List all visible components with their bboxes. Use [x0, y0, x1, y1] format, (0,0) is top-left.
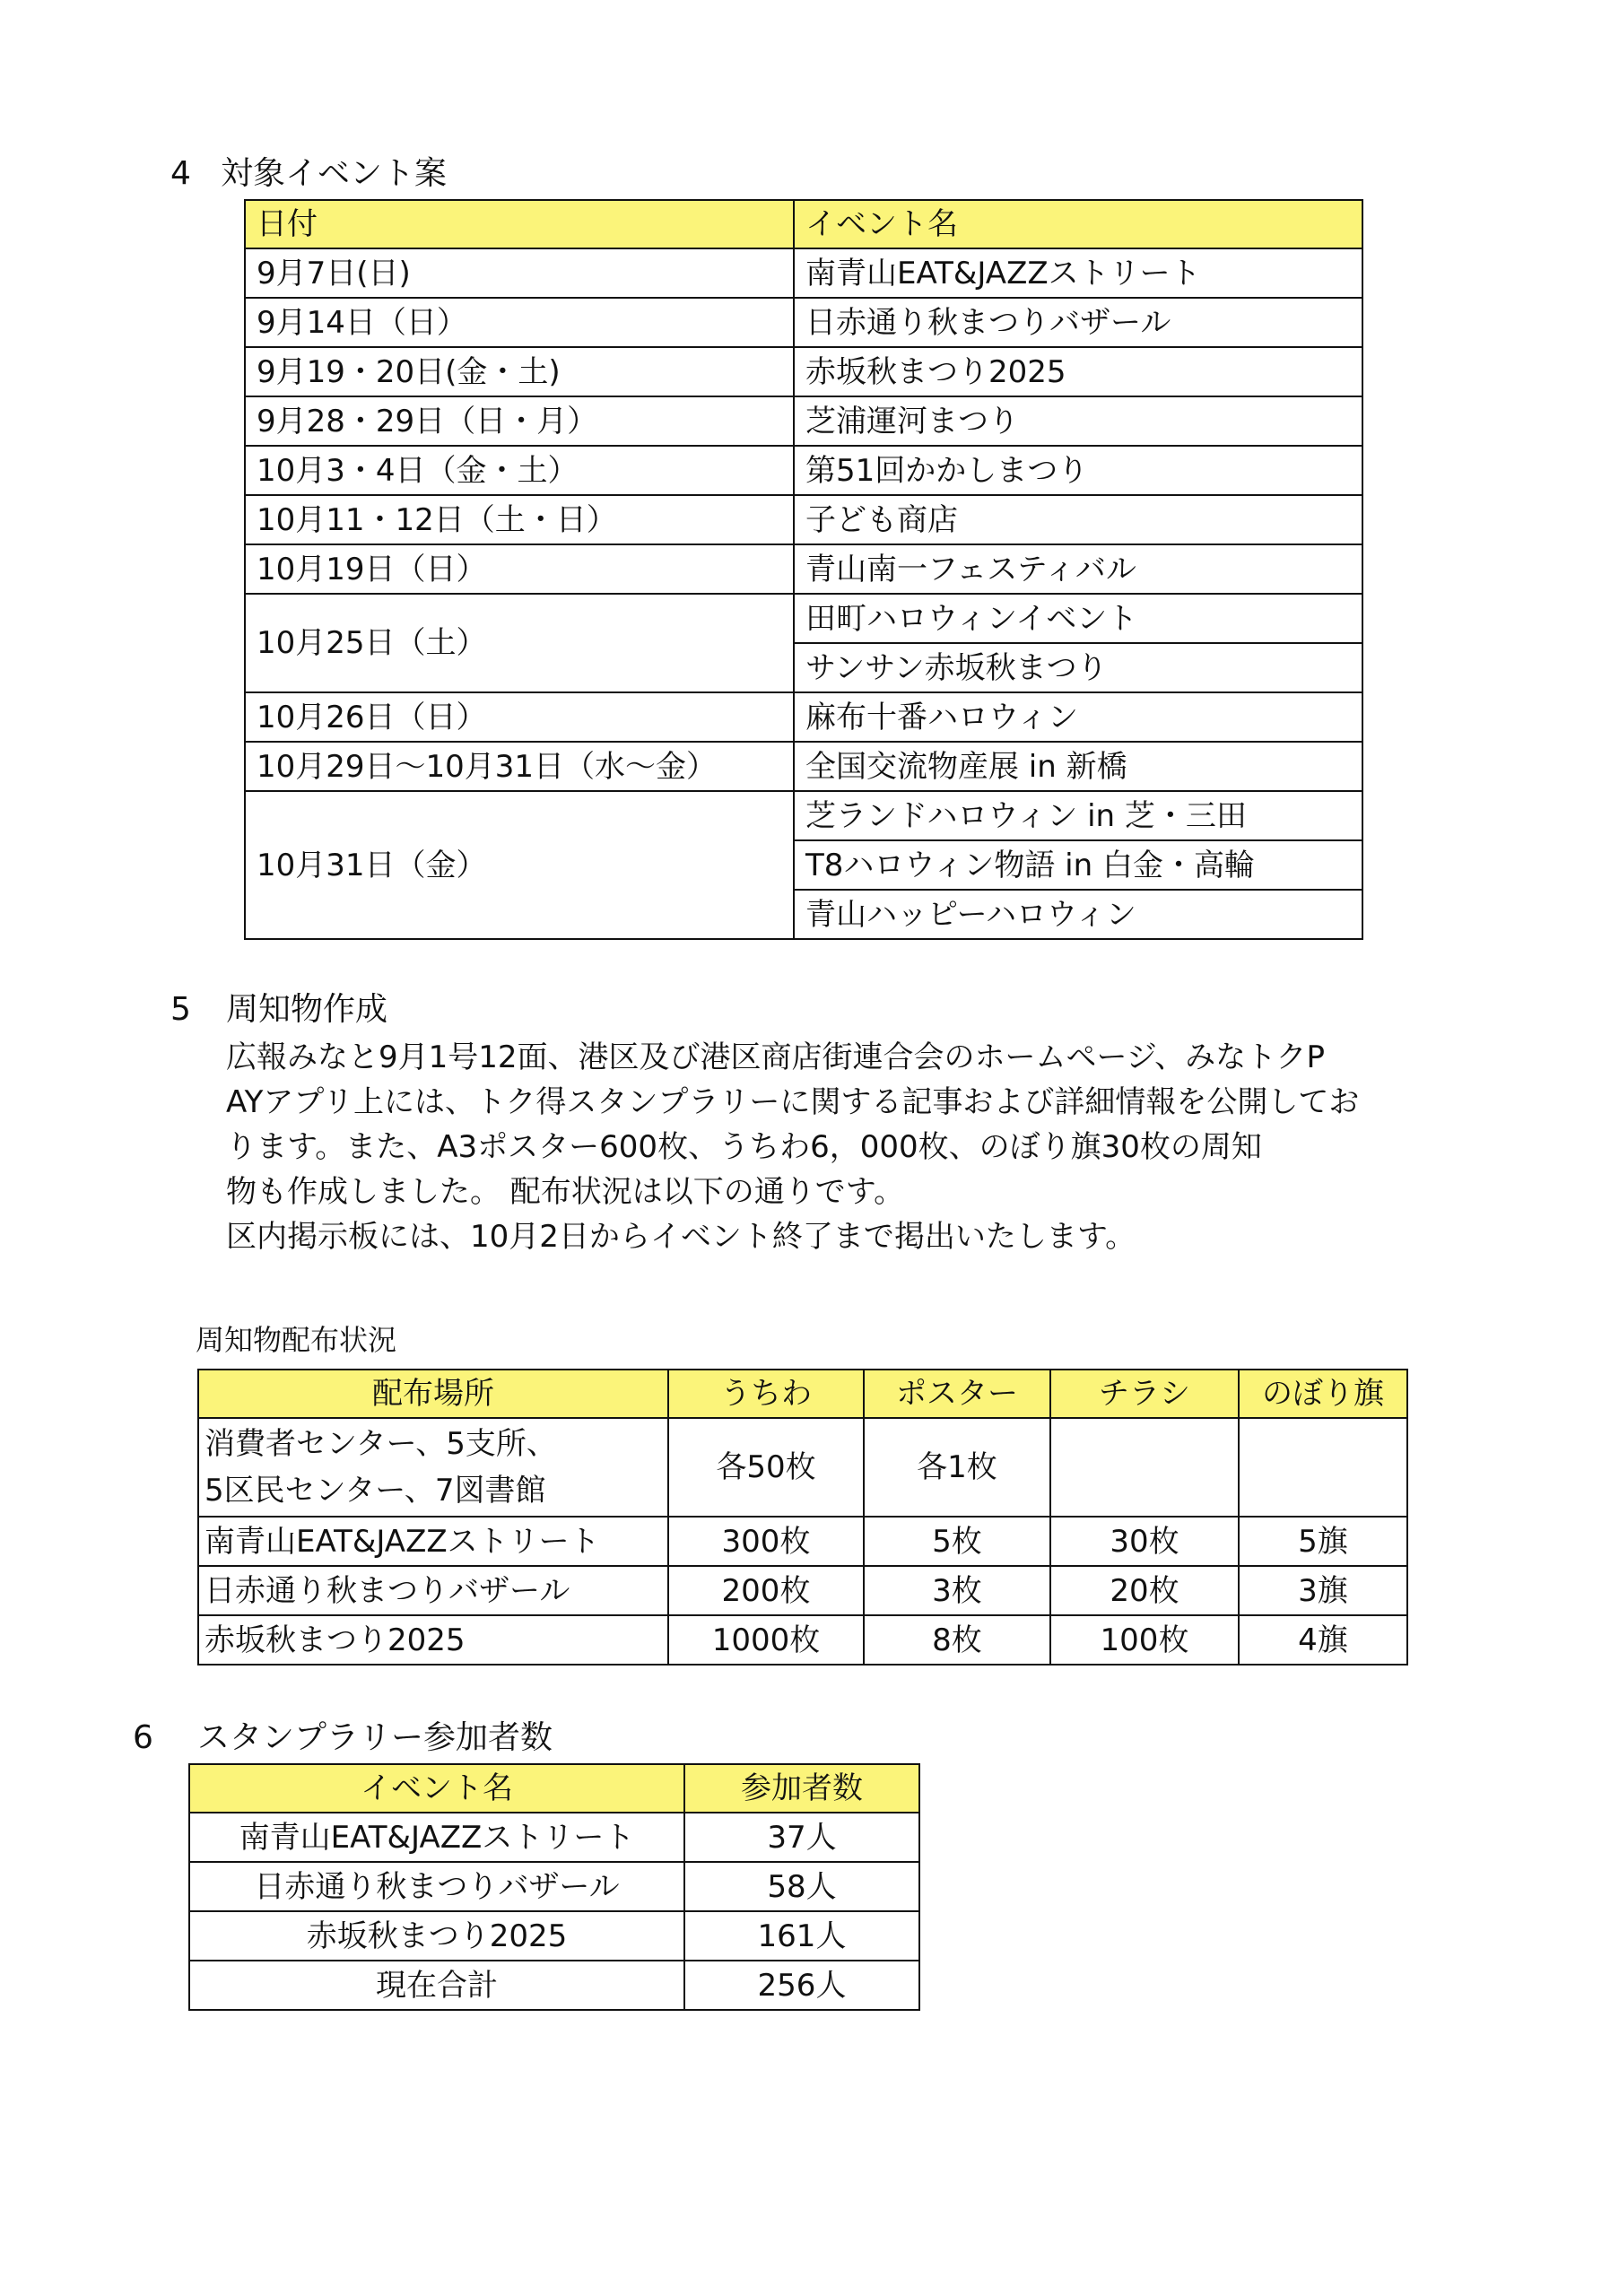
distribution-place: 南青山EAT&JAZZストリート — [198, 1517, 668, 1566]
event-name: 赤坂秋まつり2025 — [794, 347, 1362, 396]
event-table-header-date: 日付 — [245, 200, 794, 248]
event-date: 9月19・20日(金・土) — [245, 347, 794, 396]
table-row — [189, 1862, 919, 1911]
distribution-flag: 4旗 — [1239, 1615, 1407, 1665]
place-line: 消費者センター、5支所、 — [205, 1426, 557, 1462]
event-name: 子ども商店 — [794, 495, 1362, 544]
event-name: 全国交流物産展 in 新橋 — [794, 742, 1362, 791]
table-row — [198, 1517, 1407, 1566]
distribution-uchiwa: 各50枚 — [668, 1418, 864, 1517]
table-row — [245, 791, 1362, 840]
paragraph-line: 広報みなと9月1号12面、港区及び港区商店街連合会のホームページ、みなトクP — [226, 1039, 1325, 1075]
distribution-header-uchiwa: うちわ — [668, 1370, 864, 1418]
table-row — [245, 446, 1362, 495]
section-number: 4 — [170, 155, 191, 192]
event-date: 9月7日(日) — [245, 248, 794, 298]
distribution-flag: 3旗 — [1239, 1566, 1407, 1615]
table-row — [245, 495, 1362, 544]
participants-event: 日赤通り秋まつりバザール — [189, 1862, 684, 1911]
section-title: 周知物作成 — [226, 991, 388, 1028]
participants-event: 南青山EAT&JAZZストリート — [189, 1813, 684, 1862]
event-date: 10月26日（日） — [245, 692, 794, 742]
event-name: 芝ランドハロウィン in 芝・三田 — [794, 791, 1362, 840]
distribution-uchiwa: 1000枚 — [668, 1615, 864, 1665]
table-row — [189, 1961, 919, 2010]
event-name: 南青山EAT&JAZZストリート — [794, 248, 1362, 298]
event-table-header-name: イベント名 — [794, 200, 1362, 248]
event-table — [244, 199, 1363, 940]
table-row — [245, 692, 1362, 742]
event-date: 9月28・29日（日・月） — [245, 396, 794, 446]
distribution-poster: 5枚 — [864, 1517, 1050, 1566]
event-name: サンサン赤坂秋まつり — [794, 643, 1362, 692]
distribution-header-poster: ポスター — [864, 1370, 1050, 1418]
event-name: 田町ハロウィンイベント — [794, 594, 1362, 643]
table-row — [198, 1418, 1407, 1517]
event-name: T8ハロウィン物語 in 白金・高輪 — [794, 840, 1362, 890]
table-row — [245, 544, 1362, 594]
distribution-flyer — [1050, 1418, 1239, 1517]
table-row — [245, 742, 1362, 791]
table-row — [189, 1911, 919, 1961]
event-date: 9月14日（日） — [245, 298, 794, 347]
section-5-paragraph — [226, 1035, 1500, 1259]
participants-event: 赤坂秋まつり2025 — [189, 1911, 684, 1961]
section-number: 5 — [170, 991, 191, 1028]
participants-total-label: 現在合計 — [189, 1961, 684, 2010]
place-line: 5区民センター、7図書館 — [205, 1473, 546, 1509]
table-row — [198, 1615, 1407, 1665]
distribution-header-flag: のぼり旗 — [1239, 1370, 1407, 1418]
distribution-header-flyer: チラシ — [1050, 1370, 1239, 1418]
participants-count: 161人 — [684, 1911, 919, 1961]
distribution-uchiwa: 300枚 — [668, 1517, 864, 1566]
section-6-heading — [133, 1718, 553, 1758]
distribution-table — [197, 1369, 1408, 1665]
distribution-uchiwa: 200枚 — [668, 1566, 864, 1615]
event-name: 芝浦運河まつり — [794, 396, 1362, 446]
paragraph-line: ります。また、A3ポスター600枚、うちわ6，000枚、のぼり旗30枚の周知 — [226, 1129, 1262, 1165]
section-4-heading — [170, 154, 447, 194]
distribution-flyer: 100枚 — [1050, 1615, 1239, 1665]
participants-count: 58人 — [684, 1862, 919, 1911]
table-row — [198, 1566, 1407, 1615]
distribution-header-place: 配布場所 — [198, 1370, 668, 1418]
paragraph-line: AYアプリ上には、トク得スタンプラリーに関する記事および詳細情報を公開してお — [226, 1084, 1360, 1120]
section-title: 対象イベント案 — [221, 155, 448, 192]
distribution-flag: 5旗 — [1239, 1517, 1407, 1566]
distribution-poster: 3枚 — [864, 1566, 1050, 1615]
distribution-flag — [1239, 1418, 1407, 1517]
participants-count: 37人 — [684, 1813, 919, 1862]
distribution-flyer: 30枚 — [1050, 1517, 1239, 1566]
section-title: スタンプラリー参加者数 — [197, 1719, 553, 1756]
event-date: 10月19日（日） — [245, 544, 794, 594]
distribution-place: 赤坂秋まつり2025 — [198, 1615, 668, 1665]
event-date: 10月29日～10月31日（水～金） — [245, 742, 794, 791]
distribution-table-caption: 周知物配布状況 — [196, 1323, 397, 1357]
table-row — [245, 248, 1362, 298]
distribution-poster: 8枚 — [864, 1615, 1050, 1665]
distribution-place — [198, 1418, 668, 1517]
event-date: 10月11・12日（土・日） — [245, 495, 794, 544]
event-date: 10月31日（金） — [245, 791, 794, 939]
section-number: 6 — [133, 1719, 153, 1756]
distribution-flyer: 20枚 — [1050, 1566, 1239, 1615]
event-name: 青山南一フェスティバル — [794, 544, 1362, 594]
event-name: 麻布十番ハロウィン — [794, 692, 1362, 742]
table-row — [245, 347, 1362, 396]
participants-total-count: 256人 — [684, 1961, 919, 2010]
participants-header-count: 参加者数 — [684, 1764, 919, 1813]
table-row — [245, 396, 1362, 446]
table-row — [189, 1813, 919, 1862]
event-date: 10月25日（土） — [245, 594, 794, 692]
event-name: 第51回かかしまつり — [794, 446, 1362, 495]
event-name: 日赤通り秋まつりバザール — [794, 298, 1362, 347]
table-row — [245, 298, 1362, 347]
event-date: 10月3・4日（金・土） — [245, 446, 794, 495]
distribution-poster: 各1枚 — [864, 1418, 1050, 1517]
distribution-place: 日赤通り秋まつりバザール — [198, 1566, 668, 1615]
participants-table — [188, 1763, 920, 2011]
table-row — [245, 594, 1362, 643]
event-name: 青山ハッピーハロウィン — [794, 890, 1362, 939]
participants-header-event: イベント名 — [189, 1764, 684, 1813]
paragraph-line: 区内掲示板には、10月2日からイベント終了まで掲出いたします。 — [226, 1219, 1136, 1255]
paragraph-line: 物も作成しました。 配布状況は以下の通りです。 — [226, 1174, 905, 1210]
section-5-heading — [170, 990, 387, 1030]
